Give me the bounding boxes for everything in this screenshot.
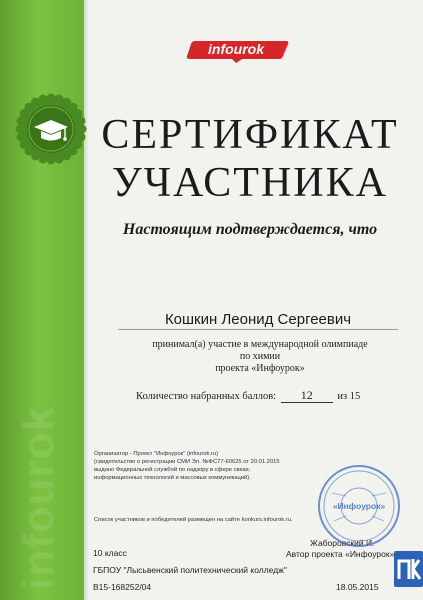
grade: 10 класс xyxy=(93,548,127,558)
rosette-petal xyxy=(17,133,26,142)
certificate-code: В15-168252/04 xyxy=(93,582,152,592)
score-max: из 15 xyxy=(337,391,361,402)
school-name: ГБПОУ "Лысьвенский политехнический колледж" xyxy=(93,565,287,575)
project-line: проекта «Инфоурок» xyxy=(215,363,305,374)
author-label: Автор проекта «Инфоурок» xyxy=(286,549,395,559)
infourok-logo xyxy=(182,39,290,63)
rosette-petal xyxy=(38,95,47,104)
subject-line: по химии xyxy=(239,351,281,362)
issuer-line: выдано Федеральной службой по надзору в сфере связи, xyxy=(94,467,251,473)
score-row xyxy=(136,389,360,403)
rosette-petal xyxy=(76,116,85,125)
name-underline xyxy=(118,329,398,330)
rosette-petal xyxy=(78,125,87,134)
issuer-line-2: информационных технологий и массовых коммуникаций). xyxy=(94,475,251,481)
rosette-petal xyxy=(47,156,56,165)
certificate-title-line2: УЧАСТНИКА xyxy=(112,160,388,206)
college-logo-icon xyxy=(394,551,423,587)
organizer-info xyxy=(94,450,344,482)
organizer-line: Организатор - Проект "Инфоурок" (infourok.ru) xyxy=(94,451,219,457)
confirmation-text: Настоящим подтверждается, что xyxy=(122,221,378,238)
winners-list-note: Список участников и победителей размещен на сайте konkurs.infourok.ru. xyxy=(94,517,293,523)
rosette-petal xyxy=(16,125,25,134)
logo-text: infourok xyxy=(208,41,264,57)
graduation-cap-icon xyxy=(14,92,88,166)
sidebar-shadow xyxy=(84,0,89,600)
official-stamp xyxy=(316,463,402,549)
rosette-petal xyxy=(47,94,56,103)
score-label: Количество набранных баллов: xyxy=(136,391,277,402)
registration-line: (свидетельство о регистрации СМИ Эл. №ФС77-60625 от 20.01.2015 xyxy=(94,459,280,465)
stamp-text: «Инфоурок» xyxy=(332,501,386,511)
score-value: 12 xyxy=(281,389,333,403)
certificate-title: СЕРТИФИКАТ xyxy=(101,112,399,158)
participation-line: принимал(а) участие в международной олимпиаде xyxy=(152,339,368,350)
rosette-petal xyxy=(55,154,64,163)
recipient-name: Кошкин Леонид Сергеевич xyxy=(164,311,352,328)
signer-name: Жаборовский И. xyxy=(310,538,375,548)
sidebar-watermark: infourok xyxy=(14,406,63,590)
issue-date: 18.05.2015 xyxy=(336,582,379,592)
